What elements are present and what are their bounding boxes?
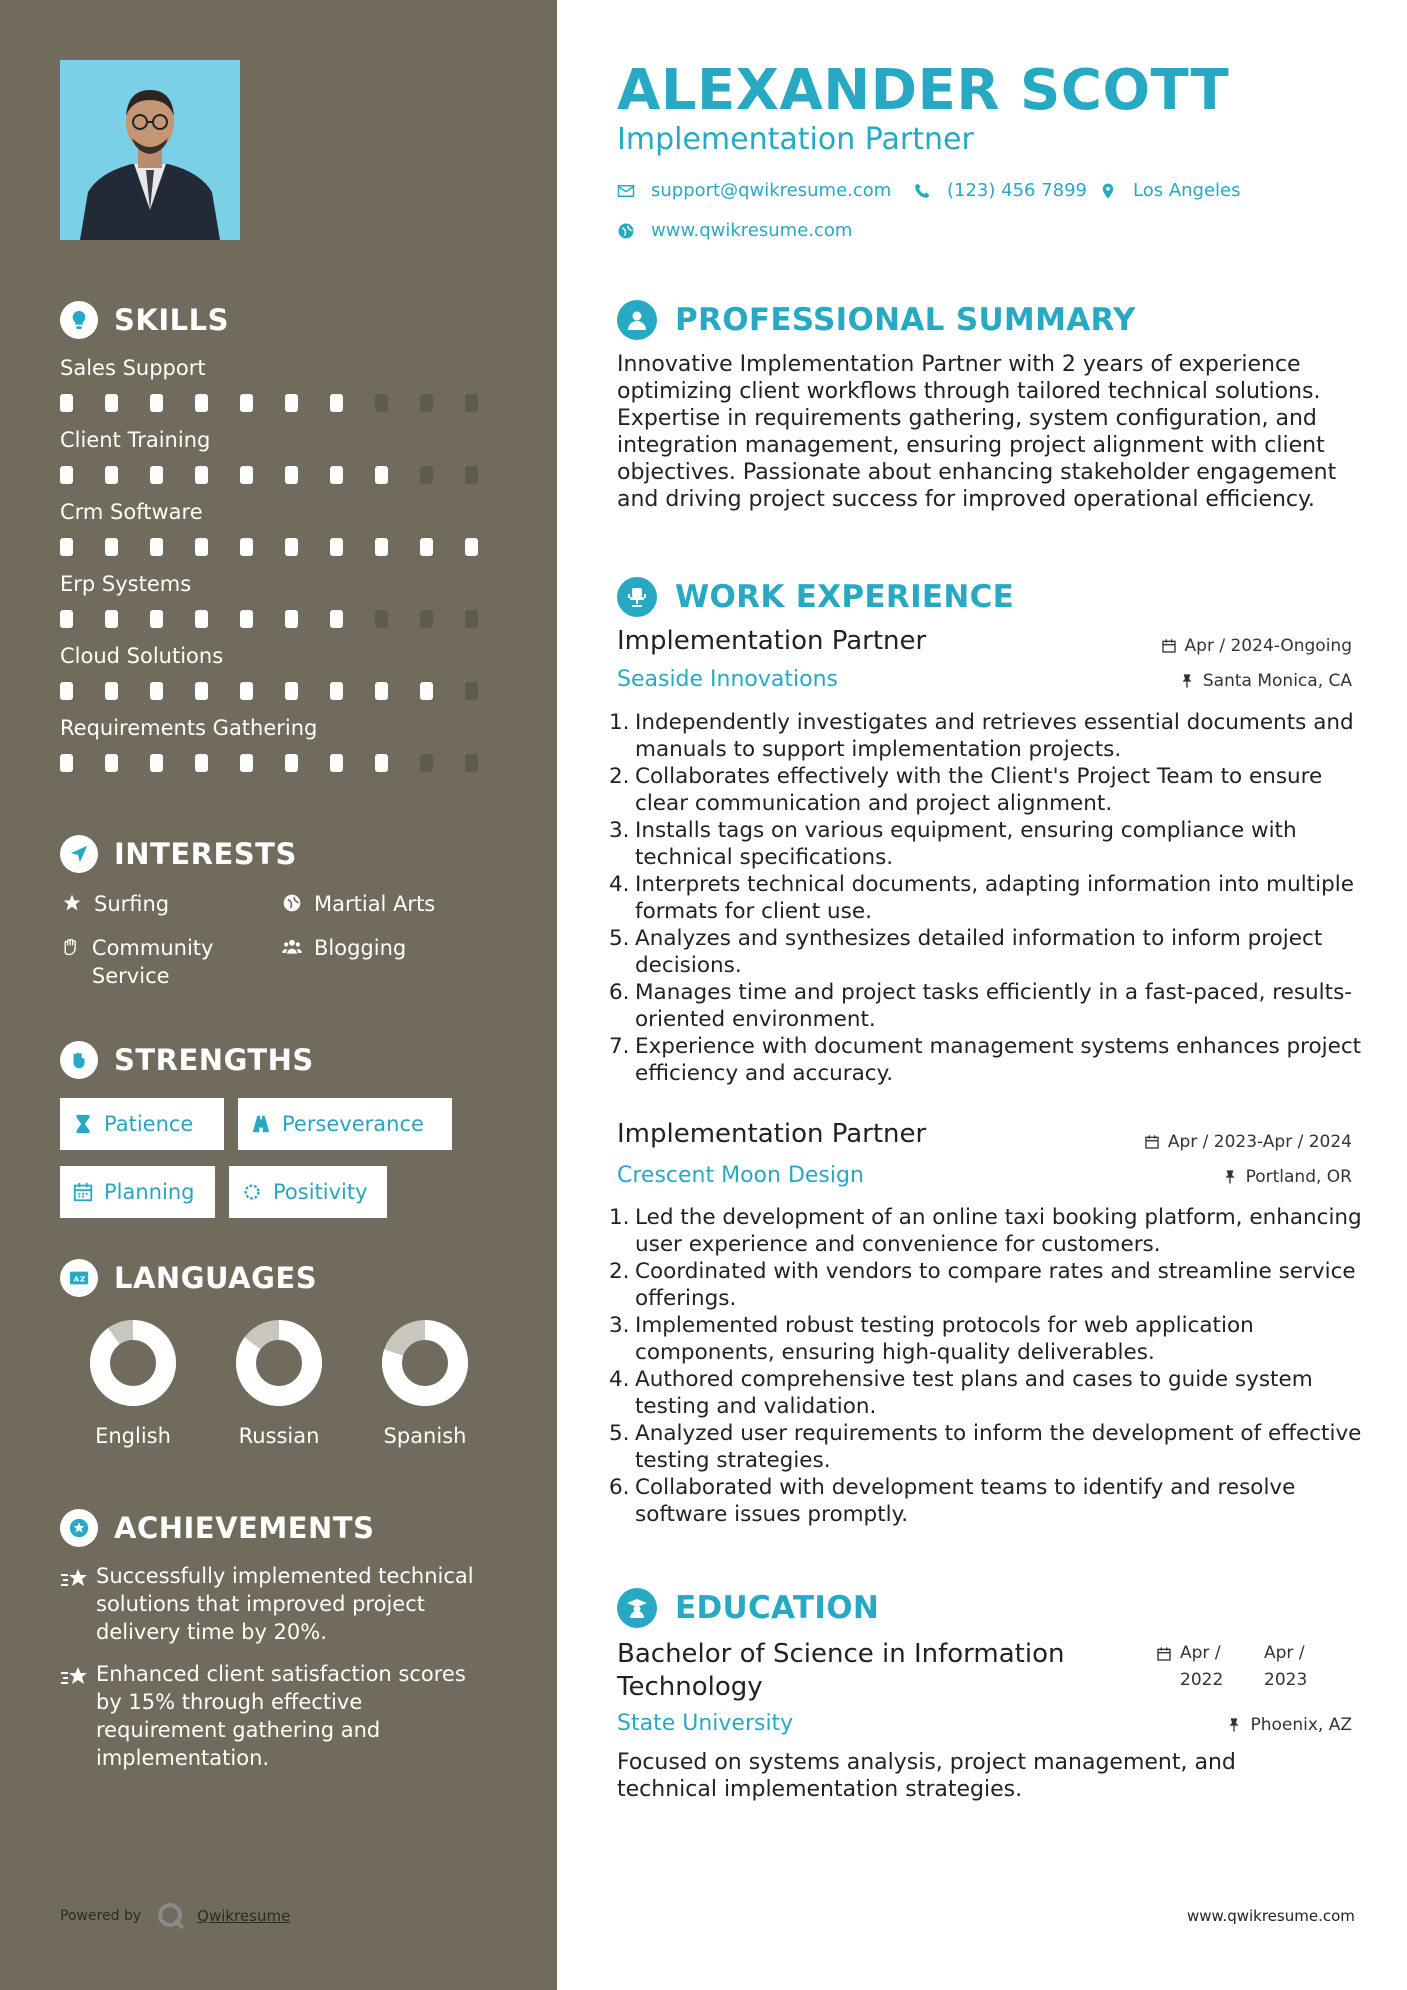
skill-dot-filled (60, 394, 73, 412)
skill-name: Cloud Solutions (60, 644, 224, 668)
bullet-text: Analyzed user requirements to inform the development of effective testing strategies. (635, 1421, 1362, 1473)
shooting-star-icon (60, 1562, 96, 1646)
skill-dot-filled (240, 754, 253, 772)
website-text: www.qwikresume.com (651, 220, 853, 241)
skill-name: Sales Support (60, 356, 206, 380)
bullet-number: 2. (609, 764, 630, 789)
interest-item (280, 934, 500, 990)
language-item (60, 1320, 206, 1448)
calendar-icon (1144, 1134, 1160, 1150)
skill-dot-filled (285, 754, 298, 772)
achievements-title: ACHIEVEMENTS (114, 1511, 375, 1545)
job-bullet (609, 817, 1369, 871)
bullet-number: 6. (609, 980, 630, 1005)
job-location (1179, 671, 1352, 691)
pin-icon (1222, 1169, 1238, 1185)
skill-name: Erp Systems (60, 572, 192, 596)
skill-dot-filled (150, 538, 163, 556)
skill-item (60, 354, 510, 412)
skill-item (60, 642, 510, 700)
bullet-number: 1. (609, 710, 630, 735)
skill-dot-filled (195, 538, 208, 556)
skill-dot-empty (465, 610, 478, 628)
skill-dot-filled (240, 466, 253, 484)
skills-section (60, 300, 510, 772)
user-icon (617, 300, 657, 340)
job-title: Implementation Partner (617, 1119, 927, 1149)
skill-dot-filled (60, 466, 73, 484)
interests-header (60, 834, 510, 874)
strength-tag (229, 1166, 387, 1218)
bullet-number: 5. (609, 1421, 630, 1446)
job-location (1222, 1167, 1352, 1187)
map-pin-icon (1099, 182, 1117, 200)
education-title: EDUCATION (675, 1590, 880, 1626)
skill-dot-empty (375, 610, 388, 628)
interests-title: INTERESTS (114, 837, 297, 871)
education-end-date: Apr / 2023 (1264, 1643, 1308, 1690)
bullet-text: Independently investigates and retrieves essential documents and manuals to support implementation projects. (635, 710, 1354, 762)
skill-dot-filled (195, 394, 208, 412)
achievement-item (60, 1562, 510, 1646)
skill-dot-filled (330, 610, 343, 628)
education-header (617, 1588, 879, 1628)
skills-title: SKILLS (114, 303, 229, 337)
phone-icon (913, 182, 931, 200)
skill-dot-filled (240, 538, 253, 556)
skill-dot-filled (285, 682, 298, 700)
skill-dot-empty (465, 466, 478, 484)
skill-dot-filled (105, 754, 118, 772)
skill-dot-filled (285, 466, 298, 484)
skills-header (60, 300, 510, 340)
skill-item (60, 570, 510, 628)
strength-label: Patience (104, 1112, 194, 1136)
skill-dot-filled (195, 682, 208, 700)
hand-icon (60, 934, 82, 957)
interest-label: Surfing (94, 892, 170, 916)
skill-dot-filled (375, 538, 388, 556)
strength-label: Positivity (273, 1180, 368, 1204)
skill-name: Requirements Gathering (60, 716, 318, 740)
calendar-icon (72, 1181, 94, 1203)
lightbulb-icon (60, 301, 98, 339)
language-name: English (95, 1424, 171, 1448)
job-dates (1144, 1132, 1352, 1152)
skill-level (60, 466, 510, 484)
person-portrait-image (60, 60, 240, 240)
company-name: Seaside Innovations (617, 667, 838, 692)
interest-label: Community Service (91, 936, 214, 988)
language-level-ring (382, 1320, 468, 1406)
bullet-number: 3. (609, 1313, 630, 1338)
skill-level (60, 754, 510, 772)
skill-dot-filled (240, 682, 253, 700)
skill-item (60, 426, 510, 484)
skill-dot-empty (465, 754, 478, 772)
job-bullet (609, 1420, 1369, 1474)
envelope-icon (617, 182, 635, 200)
education-start-date: Apr / 2022 (1180, 1643, 1224, 1690)
company-name: Crescent Moon Design (617, 1163, 864, 1188)
bullet-number: 7. (609, 1034, 630, 1059)
degree-title: Bachelor of Science in Information Technology (617, 1639, 1065, 1702)
interest-item (280, 890, 500, 918)
skill-dot-filled (150, 394, 163, 412)
bullet-number: 1. (609, 1205, 630, 1230)
strength-tag (238, 1098, 452, 1150)
footer-url[interactable]: www.qwikresume.com (1187, 1907, 1355, 1925)
skill-level (60, 538, 510, 556)
skill-dot-filled (60, 754, 73, 772)
language-item (206, 1320, 352, 1448)
job-bullet (609, 709, 1369, 763)
interest-label: Blogging (314, 936, 407, 960)
person-role: Implementation Partner (617, 122, 974, 157)
school-name: State University (617, 1711, 794, 1736)
skill-dot-filled (105, 610, 118, 628)
skill-dot-filled (150, 610, 163, 628)
languages-section (60, 1258, 510, 1448)
fist-icon (60, 1041, 98, 1079)
skill-level (60, 610, 510, 628)
person-name: ALEXANDER SCOTT (617, 58, 1230, 123)
star-icon (60, 890, 84, 913)
strength-tag (60, 1166, 215, 1218)
skill-dot-filled (105, 394, 118, 412)
interest-item (60, 890, 280, 918)
interests-list (60, 890, 510, 990)
skill-level (60, 394, 510, 412)
bullet-text: Led the development of an online taxi booking platform, enhancing user experience and convenience for customers. (635, 1205, 1362, 1257)
calendar-icon (1161, 638, 1177, 654)
language-name: Russian (238, 1424, 320, 1448)
skill-dot-filled (330, 538, 343, 556)
bullet-number: 4. (609, 1367, 630, 1392)
experience-title: WORK EXPERIENCE (675, 579, 1015, 615)
skill-dot-filled (285, 610, 298, 628)
skills-list (60, 354, 510, 772)
interest-label: Martial Arts (314, 892, 436, 916)
skill-level (60, 682, 510, 700)
powered-by-label: Powered by (60, 1908, 142, 1924)
sidebar (0, 0, 557, 1990)
job-bullet (609, 871, 1369, 925)
strengths-title: STRENGTHS (114, 1043, 314, 1077)
website-contact[interactable] (617, 220, 852, 241)
skill-name: Client Training (60, 428, 211, 452)
bullet-text: Implemented robust testing protocols for web application components, ensuring high-quality deliverables. (635, 1313, 1254, 1365)
skill-name: Crm Software (60, 500, 203, 524)
language-level-ring (236, 1320, 322, 1406)
job-location-text: Portland, OR (1245, 1167, 1352, 1187)
job-title: Implementation Partner (617, 626, 927, 656)
job-bullet (609, 763, 1369, 817)
skill-dot-filled (375, 754, 388, 772)
job-bullet (609, 925, 1369, 979)
phone-text: (123) 456 7899 (947, 180, 1088, 201)
bullet-number: 6. (609, 1475, 630, 1500)
job-bullet (609, 1474, 1369, 1528)
svg-text:A: A (73, 1274, 80, 1284)
skill-dot-filled (105, 466, 118, 484)
language-item (352, 1320, 498, 1448)
job-dates-text: Apr / 2023-Apr / 2024 (1167, 1132, 1352, 1152)
summary-text: Innovative Implementation Partner with 2 years of experience optimizing client workflows through tailored technical solutions. Expertise in requirements gathering, system configuration, and integration management, ensuring project alignment with client objectives. Passionate about enhancing stakeholder engagement and driving project success for improved operational efficiency. (617, 352, 1337, 512)
job-bullet (609, 1312, 1369, 1366)
globe-icon (617, 222, 635, 240)
strengths-list (60, 1098, 490, 1218)
skill-item (60, 498, 510, 556)
skill-dot-empty (420, 754, 433, 772)
hourglass-icon (72, 1113, 94, 1135)
bullet-number: 3. (609, 818, 630, 843)
achievement-text: Enhanced client satisfaction scores by 15% through effective requirement gathering and implementation. (96, 1662, 466, 1770)
skill-dot-filled (195, 466, 208, 484)
paper-plane-icon (60, 835, 98, 873)
skill-dot-empty (420, 466, 433, 484)
skill-dot-filled (195, 754, 208, 772)
bullet-text: Collaborates effectively with the Client's Project Team to ensure clear communication and project alignment. (635, 764, 1323, 816)
job-bullet (609, 1204, 1369, 1258)
bullet-number: 4. (609, 872, 630, 897)
skill-dot-filled (375, 466, 388, 484)
users-icon (280, 934, 304, 957)
skill-dot-filled (420, 538, 433, 556)
bullet-text: Analyzes and synthesizes detailed information to inform project decisions. (635, 926, 1323, 978)
languages-header (60, 1258, 510, 1298)
road-icon (250, 1113, 272, 1135)
bullet-text: Installs tags on various equipment, ensuring compliance with technical specifications. (635, 818, 1297, 870)
job-dates (1161, 636, 1352, 656)
achievements-header (60, 1508, 510, 1548)
skill-dot-filled (330, 466, 343, 484)
skill-dot-filled (195, 610, 208, 628)
pin-icon (1226, 1717, 1242, 1733)
shooting-star-icon (60, 1660, 96, 1772)
job-location-text: Santa Monica, CA (1202, 671, 1352, 691)
education-location (1226, 1715, 1352, 1735)
skill-dot-filled (240, 394, 253, 412)
graduate-icon (617, 1588, 657, 1628)
skill-dot-filled (330, 682, 343, 700)
bullet-text: Collaborated with development teams to identify and resolve software issues promptly. (635, 1475, 1296, 1527)
powered-by (60, 1900, 290, 1932)
skill-item (60, 714, 510, 772)
skill-dot-empty (420, 394, 433, 412)
education-description: Focused on systems analysis, project management, and technical implementation strategies. (617, 1750, 1236, 1802)
achievement-text: Successfully implemented technical solutions that improved project delivery time by 20%. (96, 1564, 474, 1644)
bullet-text: Experience with document management systems enhances project efficiency and accuracy. (635, 1034, 1362, 1086)
globe-icon (280, 890, 304, 913)
skill-dot-filled (150, 682, 163, 700)
language-name: Spanish (383, 1424, 467, 1448)
skill-dot-filled (60, 682, 73, 700)
brand-link[interactable]: Qwikresume (197, 1907, 291, 1925)
skill-dot-filled (465, 538, 478, 556)
job-bullets (609, 1204, 1369, 1528)
email-text: support@qwikresume.com (651, 180, 892, 201)
languages-list (60, 1320, 510, 1448)
job-bullet (609, 1366, 1369, 1420)
summary-header (617, 300, 1136, 340)
bullet-text: Coordinated with vendors to compare rates and streamline service offerings. (635, 1259, 1356, 1311)
sun-icon (241, 1181, 263, 1203)
profile-photo (60, 60, 240, 240)
languages-title: LANGUAGES (114, 1261, 318, 1295)
trophy-star-icon (60, 1509, 98, 1547)
job-dates-text: Apr / 2024-Ongoing (1184, 636, 1352, 656)
phone-contact[interactable] (913, 180, 1087, 201)
svg-text:Z: Z (79, 1274, 86, 1284)
bullet-text: Authored comprehensive test plans and cases to guide system testing and validation. (635, 1367, 1313, 1419)
skill-dot-filled (60, 610, 73, 628)
language-ring-fill (100, 1330, 166, 1396)
bullet-text: Manages time and project tasks efficiently in a fast-paced, results-oriented environment. (635, 980, 1353, 1032)
skill-dot-empty (375, 394, 388, 412)
job-bullet (609, 979, 1369, 1033)
skill-dot-empty (465, 394, 478, 412)
skill-dot-filled (150, 754, 163, 772)
skill-dot-filled (330, 754, 343, 772)
email-contact[interactable] (617, 180, 891, 201)
skill-dot-filled (285, 394, 298, 412)
skill-dot-filled (150, 466, 163, 484)
calendar-icon (1156, 1646, 1172, 1662)
interests-section (60, 834, 510, 990)
strength-label: Perseverance (282, 1112, 424, 1136)
job-bullet (609, 1258, 1369, 1312)
education-location-text: Phoenix, AZ (1250, 1715, 1352, 1735)
skill-dot-empty (420, 610, 433, 628)
achievement-item (60, 1660, 510, 1772)
skill-dot-filled (240, 610, 253, 628)
summary-title: PROFESSIONAL SUMMARY (675, 302, 1136, 338)
office-chair-icon (617, 577, 657, 617)
achievements-section (60, 1508, 510, 1772)
bullet-number: 2. (609, 1259, 630, 1284)
location-text: Los Angeles (1133, 180, 1241, 201)
language-icon (60, 1259, 98, 1297)
skill-dot-empty (465, 682, 478, 700)
strengths-header (60, 1040, 510, 1080)
experience-header (617, 577, 1014, 617)
skill-dot-filled (105, 538, 118, 556)
bullet-text: Interprets technical documents, adapting information into multiple formats for client use. (635, 872, 1354, 924)
location-contact (1099, 180, 1241, 201)
skill-dot-filled (375, 682, 388, 700)
education-dates (1156, 1640, 1324, 1694)
skill-dot-filled (60, 538, 73, 556)
job-bullets (609, 709, 1369, 1087)
skill-dot-filled (105, 682, 118, 700)
skill-dot-filled (285, 538, 298, 556)
bullet-number: 5. (609, 926, 630, 951)
interest-item (60, 934, 280, 990)
skill-dot-filled (330, 394, 343, 412)
pin-icon (1179, 673, 1195, 689)
qwikresume-logo-icon (155, 1900, 187, 1932)
strengths-section (60, 1040, 510, 1218)
strength-tag (60, 1098, 224, 1150)
language-level-ring (90, 1320, 176, 1406)
strength-label: Planning (104, 1180, 195, 1204)
skill-dot-filled (420, 682, 433, 700)
job-bullet (609, 1033, 1369, 1087)
